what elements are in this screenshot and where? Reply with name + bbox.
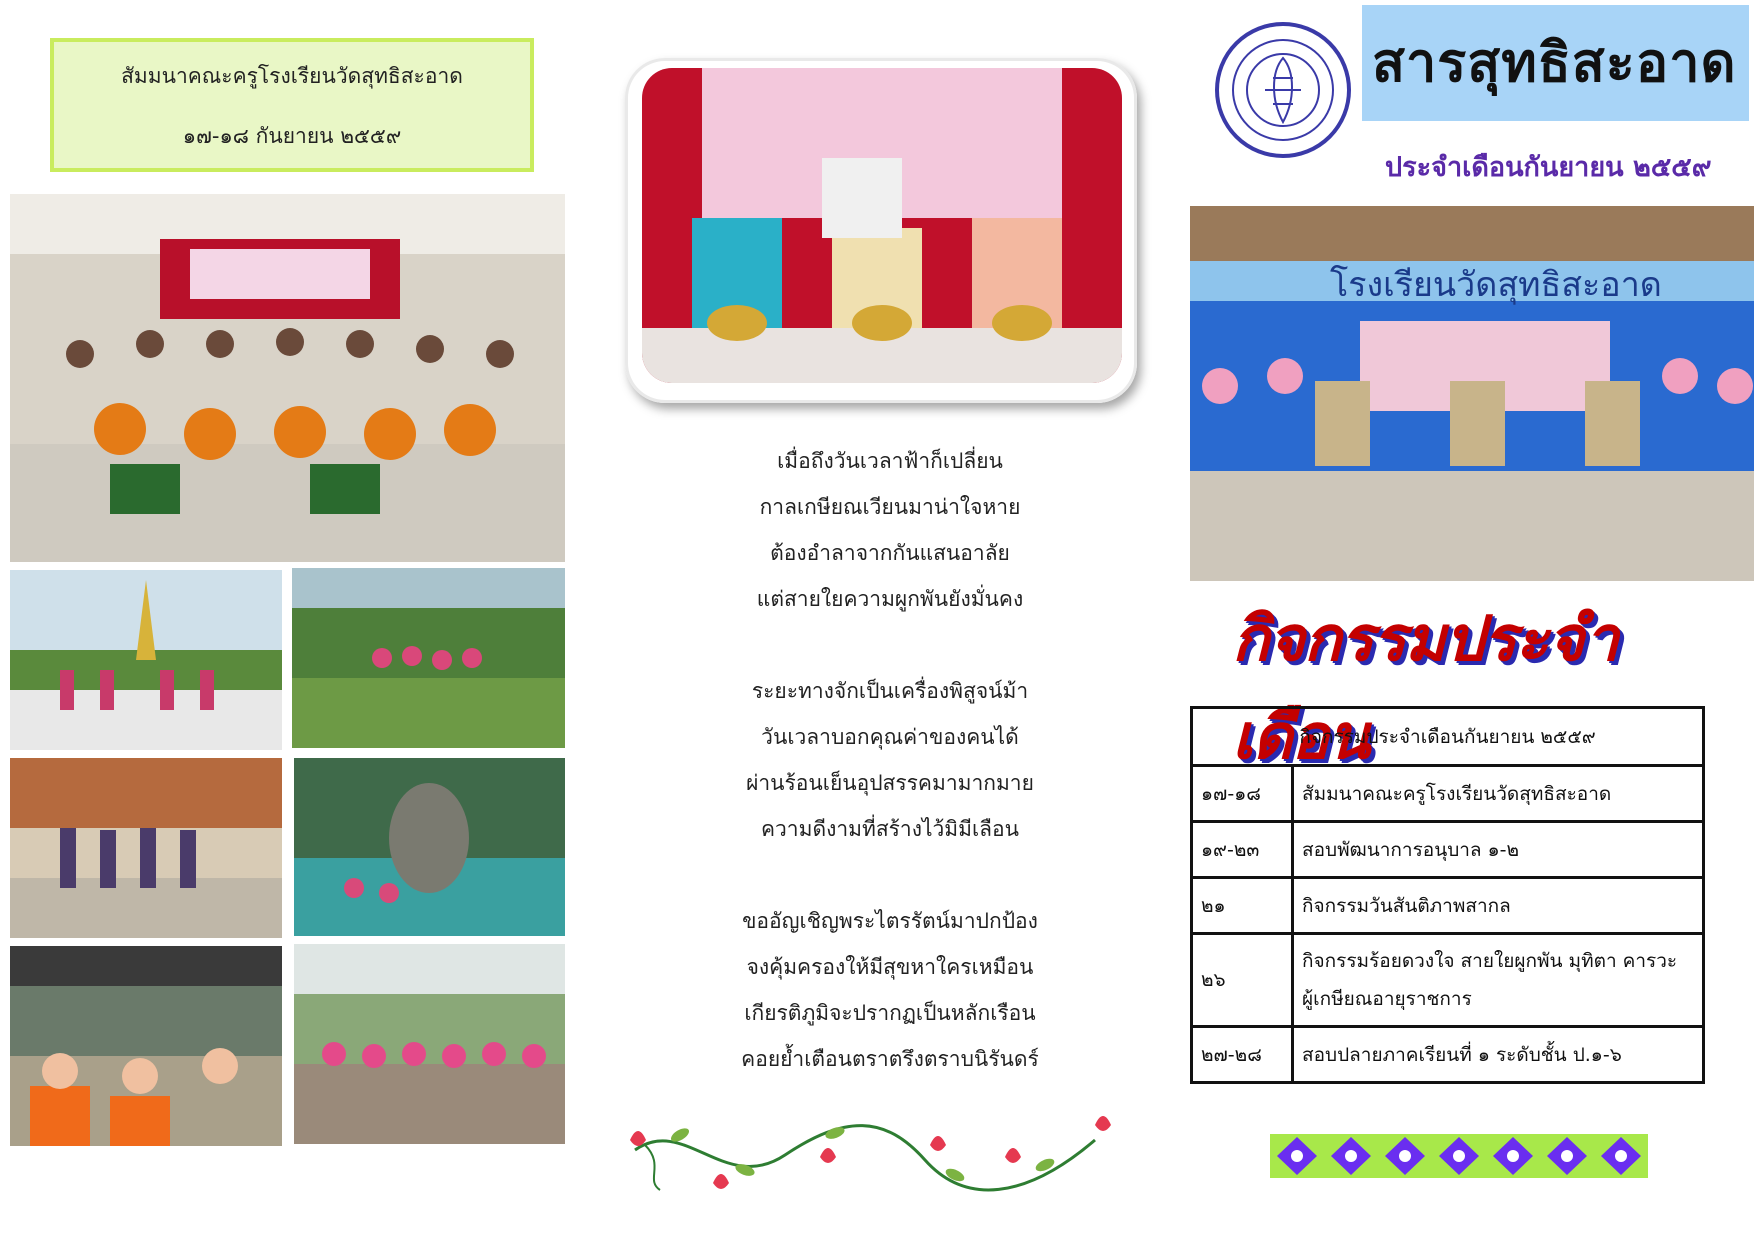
activity-heading: กิจกรรมประจำเดือน <box>1232 602 1618 773</box>
newsletter-title-box <box>1362 5 1749 121</box>
seminar-title: สัมมนาคณะครูโรงเรียนวัดสุทธิสะอาด <box>121 64 463 88</box>
poem-line: คอยย้ำเตือนตราตรึงตราบนิรันดร์ <box>741 1047 1039 1071</box>
poem-line: เมื่อถึงวันเวลาฟ้าก็เปลี่ยน <box>777 449 1003 473</box>
seminar-header-box <box>50 38 534 172</box>
farewell-poem <box>690 438 1090 1128</box>
flower-vine-icon <box>625 1105 1135 1205</box>
photo-boat-trip <box>10 946 282 1146</box>
diamond-dot <box>1615 1150 1627 1162</box>
photo-resort-group <box>10 758 282 938</box>
schedule-date: ๒๖ <box>1192 934 1293 1027</box>
schedule-date: ๑๙-๒๓ <box>1192 822 1293 878</box>
table-row <box>1192 934 1704 1027</box>
newsletter-month: ประจำเดือนกันยายน ๒๕๕๙ <box>1385 152 1712 183</box>
school-logo-seal-icon <box>1213 20 1353 160</box>
table-header-row <box>1192 708 1704 766</box>
school-stage-photo <box>1190 206 1754 581</box>
poem-line: แต่สายใยความผูกพันยังมั่นคง <box>756 587 1024 611</box>
table-row <box>1192 1027 1704 1083</box>
newsletter-title: สารสุทธิสะอาด <box>1372 31 1737 94</box>
poem-line: ระยะทางจักเป็นเครื่องพิสูจน์ม้า <box>751 679 1029 703</box>
poem-line: กาลเกษียณเวียนมาน่าใจหาย <box>759 495 1021 519</box>
table-row <box>1192 822 1704 878</box>
diamond-dot <box>1453 1150 1465 1162</box>
poem-line: เกียรติภูมิจะปรากฏเป็นหลักเรือน <box>744 1001 1036 1025</box>
schedule-date: ๒๑ <box>1192 878 1293 934</box>
activity-schedule-table <box>1190 706 1705 1084</box>
table-row <box>1192 878 1704 934</box>
photo-buddha-painting <box>294 758 565 936</box>
schedule-event: กิจกรรมวันสันติภาพสากล <box>1293 878 1704 934</box>
poem-line: ความดีงามที่สร้างไว้มิมีเลือน <box>760 817 1020 841</box>
diamond-dot <box>1345 1150 1357 1162</box>
seminar-date: ๑๗-๑๘ กันยายน ๒๕๕๙ <box>182 124 402 148</box>
poem-stanza-2 <box>690 668 1090 852</box>
poem-stanza-1 <box>690 438 1090 622</box>
diamond-dot <box>1507 1150 1519 1162</box>
poem-line: จงคุ้มครองให้มีสุขหาใครเหมือน <box>746 955 1034 979</box>
diamond-dot <box>1291 1150 1303 1162</box>
poem-line: ขออัญเชิญพระไตรรัตน์มาปกป้อง <box>742 909 1038 933</box>
school-banner-text: โรงเรียนวัดสุทธิสะอาด <box>1330 265 1662 305</box>
poem-stanza-3 <box>690 898 1090 1082</box>
photo-temple-group <box>10 570 282 750</box>
diamond-dot <box>1561 1150 1573 1162</box>
table-row <box>1192 766 1704 822</box>
diamond-strip-icon <box>1270 1134 1648 1178</box>
schedule-event: สัมมนาคณะครูโรงเรียนวัดสุทธิสะอาด <box>1293 766 1704 822</box>
retirement-ceremony-photo <box>642 68 1122 383</box>
schedule-event: สอบพัฒนาการอนุบาล ๑-๒ <box>1293 822 1704 878</box>
diamond-dot <box>1399 1150 1411 1162</box>
photo-market-group <box>294 944 565 1144</box>
schedule-event: กิจกรรมร้อยดวงใจ สายใยผูกพัน มุทิตา คารวะ ผู้เกษียณอายุราชการ <box>1293 934 1704 1027</box>
schedule-event: สอบปลายภาคเรียนที่ ๑ ระดับชั้น ป.๑-๖ <box>1293 1027 1704 1083</box>
poem-line: ต้องอำลาจากกันแสนอาลัย <box>770 541 1010 565</box>
table-header: กิจกรรมประจำเดือนกันยายน ๒๕๕๙ <box>1192 708 1704 766</box>
photo-mangrove-group <box>292 568 565 748</box>
poem-line: วันเวลาบอกคุณค่าของคนได้ <box>761 725 1019 749</box>
schedule-date: ๑๗-๑๘ <box>1192 766 1293 822</box>
poem-line: ผ่านร้อนเย็นอุปสรรคมามากมาย <box>746 771 1034 795</box>
photo-group-staff <box>10 194 565 562</box>
schedule-date: ๒๗-๒๘ <box>1192 1027 1293 1083</box>
